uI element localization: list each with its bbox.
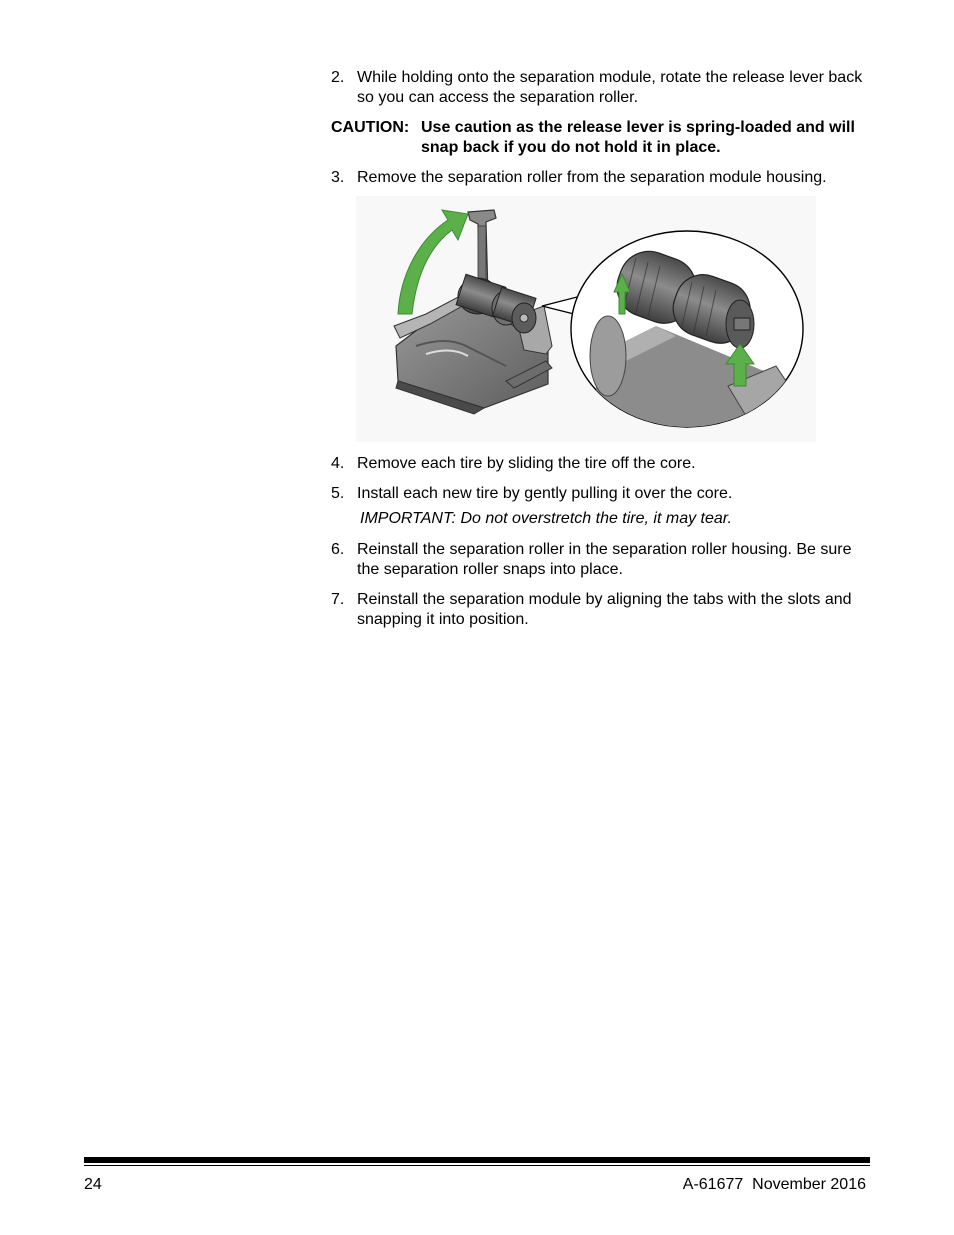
- step-number: 7.: [331, 591, 345, 608]
- footer-rule-thin: [84, 1165, 870, 1166]
- step-text: Remove each tire by sliding the tire off the core.: [357, 455, 696, 472]
- step-number: 6.: [331, 541, 345, 558]
- page-number: 24: [84, 1176, 102, 1193]
- step-text: Reinstall the separation roller in the separation roller housing. Be sure the separation roller snaps into place.: [357, 541, 852, 578]
- caution-note: [331, 118, 871, 158]
- document-id: A-61677 November 2016: [682, 1176, 866, 1193]
- step-number: 2.: [331, 69, 345, 86]
- step-text: Remove the separation roller from the separation module housing.: [357, 169, 827, 186]
- caution-text: Use caution as the release lever is spring-loaded and will snap back if you do not hold it in place.: [421, 119, 855, 156]
- step-text: Install each new tire by gently pulling it over the core.: [357, 485, 733, 502]
- footer-rule-thick: [84, 1157, 870, 1163]
- step-4: [331, 454, 871, 474]
- step-5: [331, 484, 871, 504]
- step-6: [331, 540, 871, 580]
- step-text: While holding onto the separation module, rotate the release lever back so you can access the separation roller.: [357, 69, 863, 106]
- step-number: 3.: [331, 169, 345, 186]
- step-number: 5.: [331, 485, 345, 502]
- step-7: [331, 590, 871, 630]
- caution-label: CAUTION:: [331, 119, 410, 136]
- important-note: IMPORTANT: Do not overstretch the tire, it may tear.: [360, 510, 732, 527]
- separation-roller-illustration: [356, 196, 816, 442]
- step-text: Reinstall the separation module by aligning the tabs with the slots and snapping it into position.: [357, 591, 852, 628]
- step-3: [331, 168, 871, 188]
- step-number: 4.: [331, 455, 345, 472]
- step-2: [331, 68, 871, 108]
